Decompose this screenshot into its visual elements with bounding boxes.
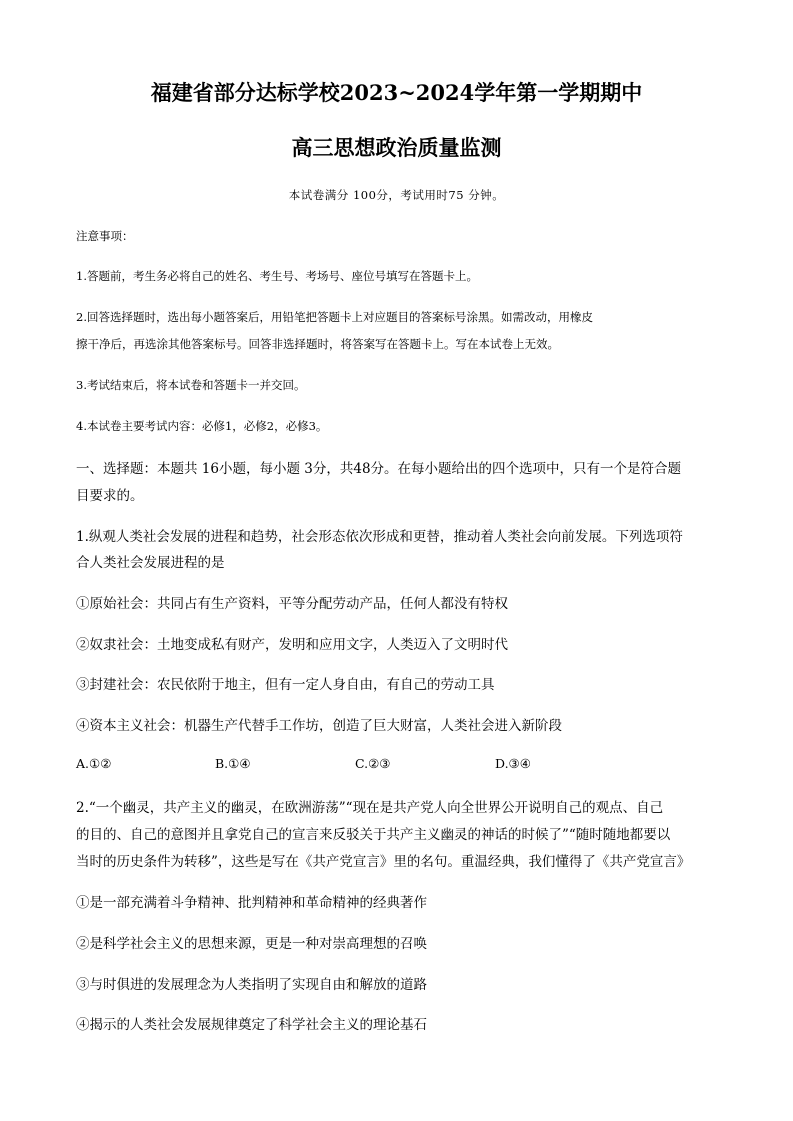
question-2-statement-3: ③与时俱进的发展理念为人类指明了实现自由和解放的道路 xyxy=(76,977,427,993)
exam-title-line1: 福建省部分达标学校2023~2024学年第一学期期中 xyxy=(150,80,643,105)
question-1-statement-2: ②奴隶社会：土地变成私有财产，发明和应用文字，人类迈入了文明时代 xyxy=(76,637,508,653)
question-2-stem-line1: 2.“一个幽灵，共产主义的幽灵，在欧洲游荡”“现在是共产党人向全世界公开说明自己的观点、自己 xyxy=(76,800,664,816)
section-1-instruction-line1: 一、选择题：本题共 16小题，每小题 3分，共48分。在每小题给出的四个选项中，只有一个是符合题 xyxy=(76,461,682,477)
exam-title-line2: 高三思想政治质量监测 xyxy=(291,135,502,160)
question-1-statement-4: ④资本主义社会：机器生产代替手工作坊，创造了巨大财富，人类社会进入新阶段 xyxy=(76,718,562,734)
note-3: 3.考试结束后，将本试卷和答题卡一并交回。 xyxy=(76,378,306,392)
question-1-option-d: D.③④ xyxy=(495,756,531,771)
question-2-statement-4: ④揭示的人类社会发展规律奠定了科学社会主义的理论基石 xyxy=(76,1017,427,1033)
question-2-stem-line2: 的目的、自己的意图并且拿党自己的宣言来反驳关于共产主义幽灵的神话的时候了”“随时随地都要以 xyxy=(76,827,671,843)
question-1-stem-line1: 1.纵观人类社会发展的进程和趋势，社会形态依次形成和更替，推动着人类社会向前发展。下列选项符 xyxy=(76,529,683,545)
question-2-statement-1: ①是一部充满着斗争精神、批判精神和革命精神的经典著作 xyxy=(76,895,427,911)
question-1-option-a: A.①② xyxy=(76,756,112,771)
question-1-statement-1: ①原始社会：共同占有生产资料，平等分配劳动产品，任何人都没有特权 xyxy=(76,596,508,612)
notes-heading: 注意事项： xyxy=(76,229,134,243)
note-4: 4.本试卷主要考试内容：必修1，必修2，必修3。 xyxy=(76,419,328,433)
question-1-stem-line2: 合人类社会发展进程的是 xyxy=(76,555,225,571)
question-2-statement-2: ②是科学社会主义的思想来源，更是一种对崇高理想的召唤 xyxy=(76,936,427,952)
exam-info: 本试卷满分 100分，考试用时75 分钟。 xyxy=(288,188,505,202)
question-1-option-b: B.①④ xyxy=(215,756,251,771)
note-2-line2: 擦干净后，再选涂其他答案标号。回答非选择题时，将答案写在答题卡上。写在本试卷上无效。 xyxy=(76,337,559,351)
question-1-statement-3: ③封建社会：农民依附于地主，但有一定人身自由，有自己的劳动工具 xyxy=(76,677,495,693)
question-2-stem-line3: 当时的历史条件为转移”，这些是写在《共产党宣言》里的名句。重温经典，我们懂得了《共产党宣言》 xyxy=(76,854,691,870)
question-1-option-c: C.②③ xyxy=(355,756,391,771)
note-1: 1.答题前，考生务必将自己的姓名、考生号、考场号、座位号填写在答题卡上。 xyxy=(76,269,478,283)
note-2-line1: 2.回答选择题时，选出每小题答案后，用铅笔把答题卡上对应题目的答案标号涂黑。如需改动，用橡皮 xyxy=(76,310,593,324)
section-1-instruction-line2: 目要求的。 xyxy=(76,488,144,504)
